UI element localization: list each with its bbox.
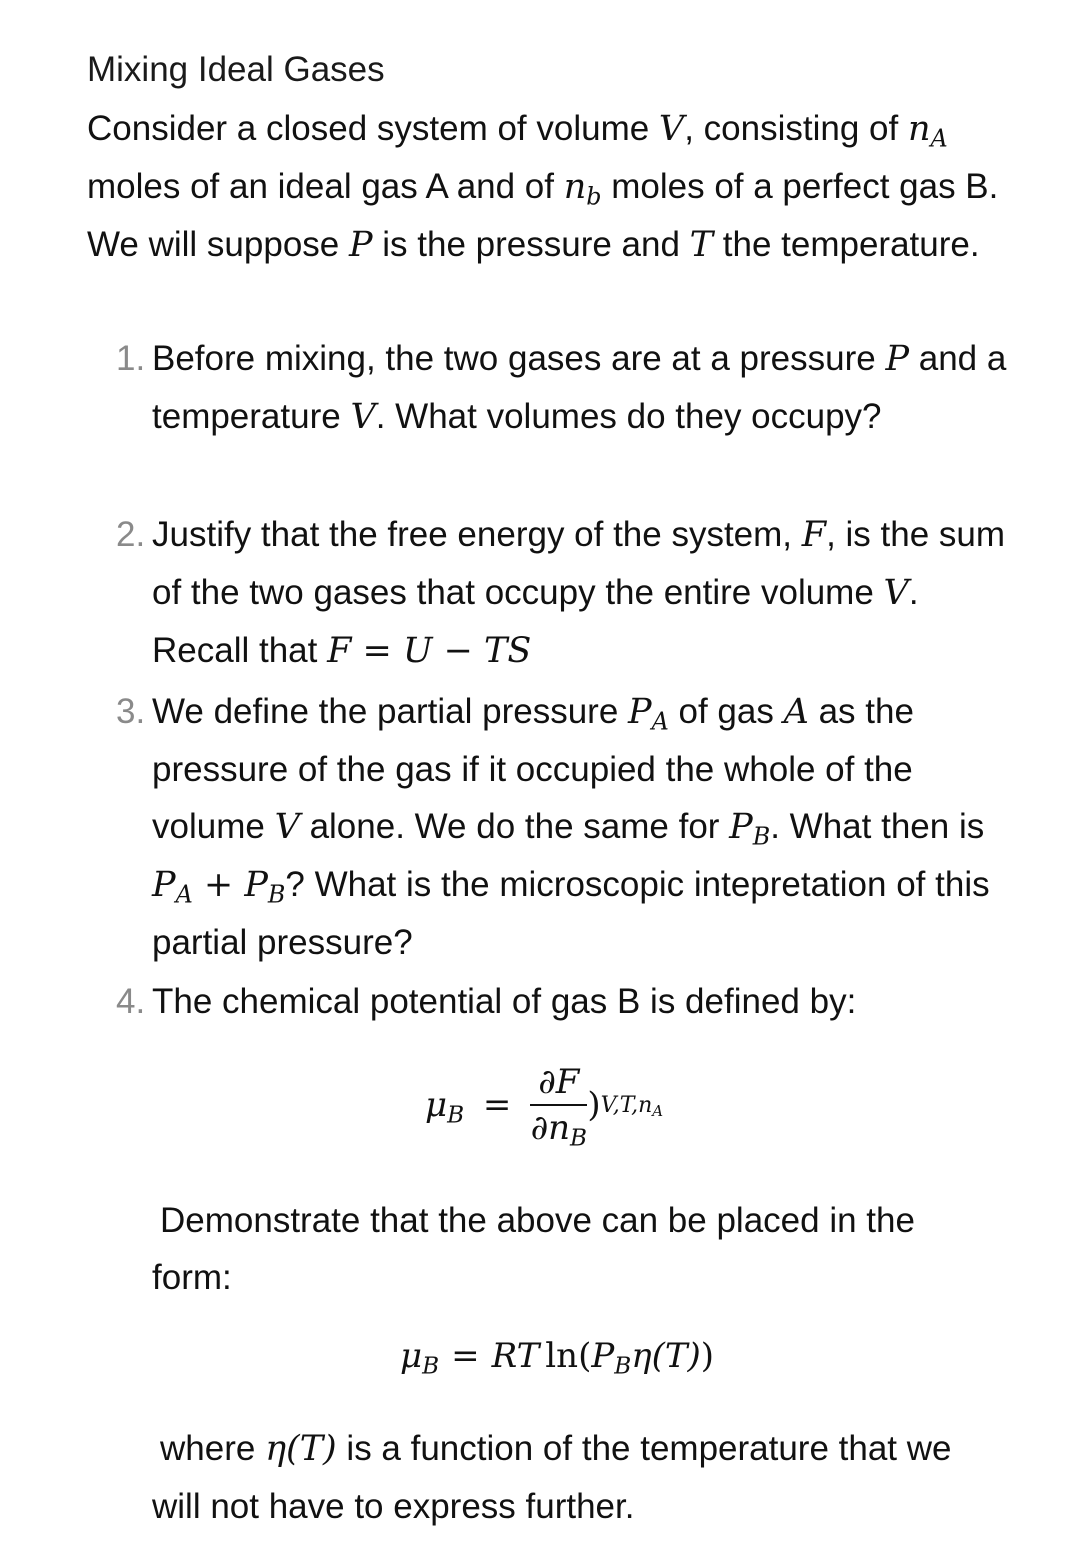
list-number: 4. [116, 982, 146, 1021]
math-sum: $P_A + P_B$ [152, 865, 286, 909]
math-var: P [885, 339, 909, 379]
math-var: V [274, 807, 300, 847]
list-item-2 [116, 506, 1016, 680]
item-text: . What volumes do they occupy? [375, 397, 882, 436]
item-text: of gas [668, 692, 784, 731]
math-var: F [801, 515, 827, 555]
list-item-3 [116, 683, 1016, 971]
item-text: Before mixing, the two gases are at a pressure [152, 339, 886, 378]
intro-text: moles of an ideal gas A and of [87, 167, 564, 206]
item-text: as the pressure of the gas if it occupied the whole of the volume [152, 692, 914, 846]
intro-text: moles of a perfect gas B. We will suppose [87, 167, 999, 264]
intro-paragraph [87, 100, 1007, 274]
math-var: V [883, 573, 909, 613]
list-item-1 [116, 330, 1016, 446]
math-nA: $n_A$ [907, 109, 948, 153]
math-PA: $P_A$ [628, 692, 669, 736]
math-equation: F = U − TS [327, 631, 532, 671]
math-PB: $P_B$ [729, 807, 771, 851]
item-text: We define the partial pressure [152, 692, 629, 731]
list-item-4 [116, 973, 1016, 1030]
list-number: 2. [116, 515, 146, 554]
equation-chemical-potential: $\mu_B$ = $\frac{\partial F}{\partial n_B}$ )$V,T,n_A$ [425, 1062, 664, 1152]
math-var: P [348, 225, 373, 265]
math-var: T [689, 225, 714, 265]
intro-text: is the pressure and [372, 225, 690, 264]
item-text: The chemical potential of gas B is defined by: [152, 982, 857, 1021]
item-text: alone. We do the same for [299, 807, 730, 846]
list-number: 1. [116, 339, 146, 378]
math-var: A [783, 692, 809, 732]
intro-text: Consider a closed system of volume [87, 109, 659, 148]
math-var: V [350, 397, 376, 437]
partial-derivative-fraction: $\frac{\partial F}{\partial n_B}$ [530, 1062, 588, 1152]
document-title: Mixing Ideal Gases [87, 50, 385, 89]
math-nb: $n_b$ [563, 167, 602, 211]
demonstrate-text: Demonstrate that the above can be placed in the form: [152, 1201, 915, 1297]
equation-mu-result: $\mu_B$ = RT $\ln(P_B\eta(T))$ [400, 1336, 715, 1380]
where-text: where η(T) is a function of the temperature that we will not have to express further. [152, 1429, 952, 1526]
item-text: . Recall that [152, 573, 919, 670]
list-number: 3. [116, 692, 146, 731]
item-text: and a temperature [152, 339, 1007, 436]
item-text: ? What is the microscopic intepretation of this partial pressure? [152, 865, 990, 962]
item-text: . What then is [770, 807, 985, 846]
intro-text: the temperature. [713, 225, 980, 264]
intro-text: , consisting of [684, 109, 908, 148]
item-text: Justify that the free energy of the system, [152, 515, 802, 554]
item-text: , is the sum of the two gases that occupy the entire volume [152, 515, 1006, 612]
math-var: V [658, 109, 685, 149]
